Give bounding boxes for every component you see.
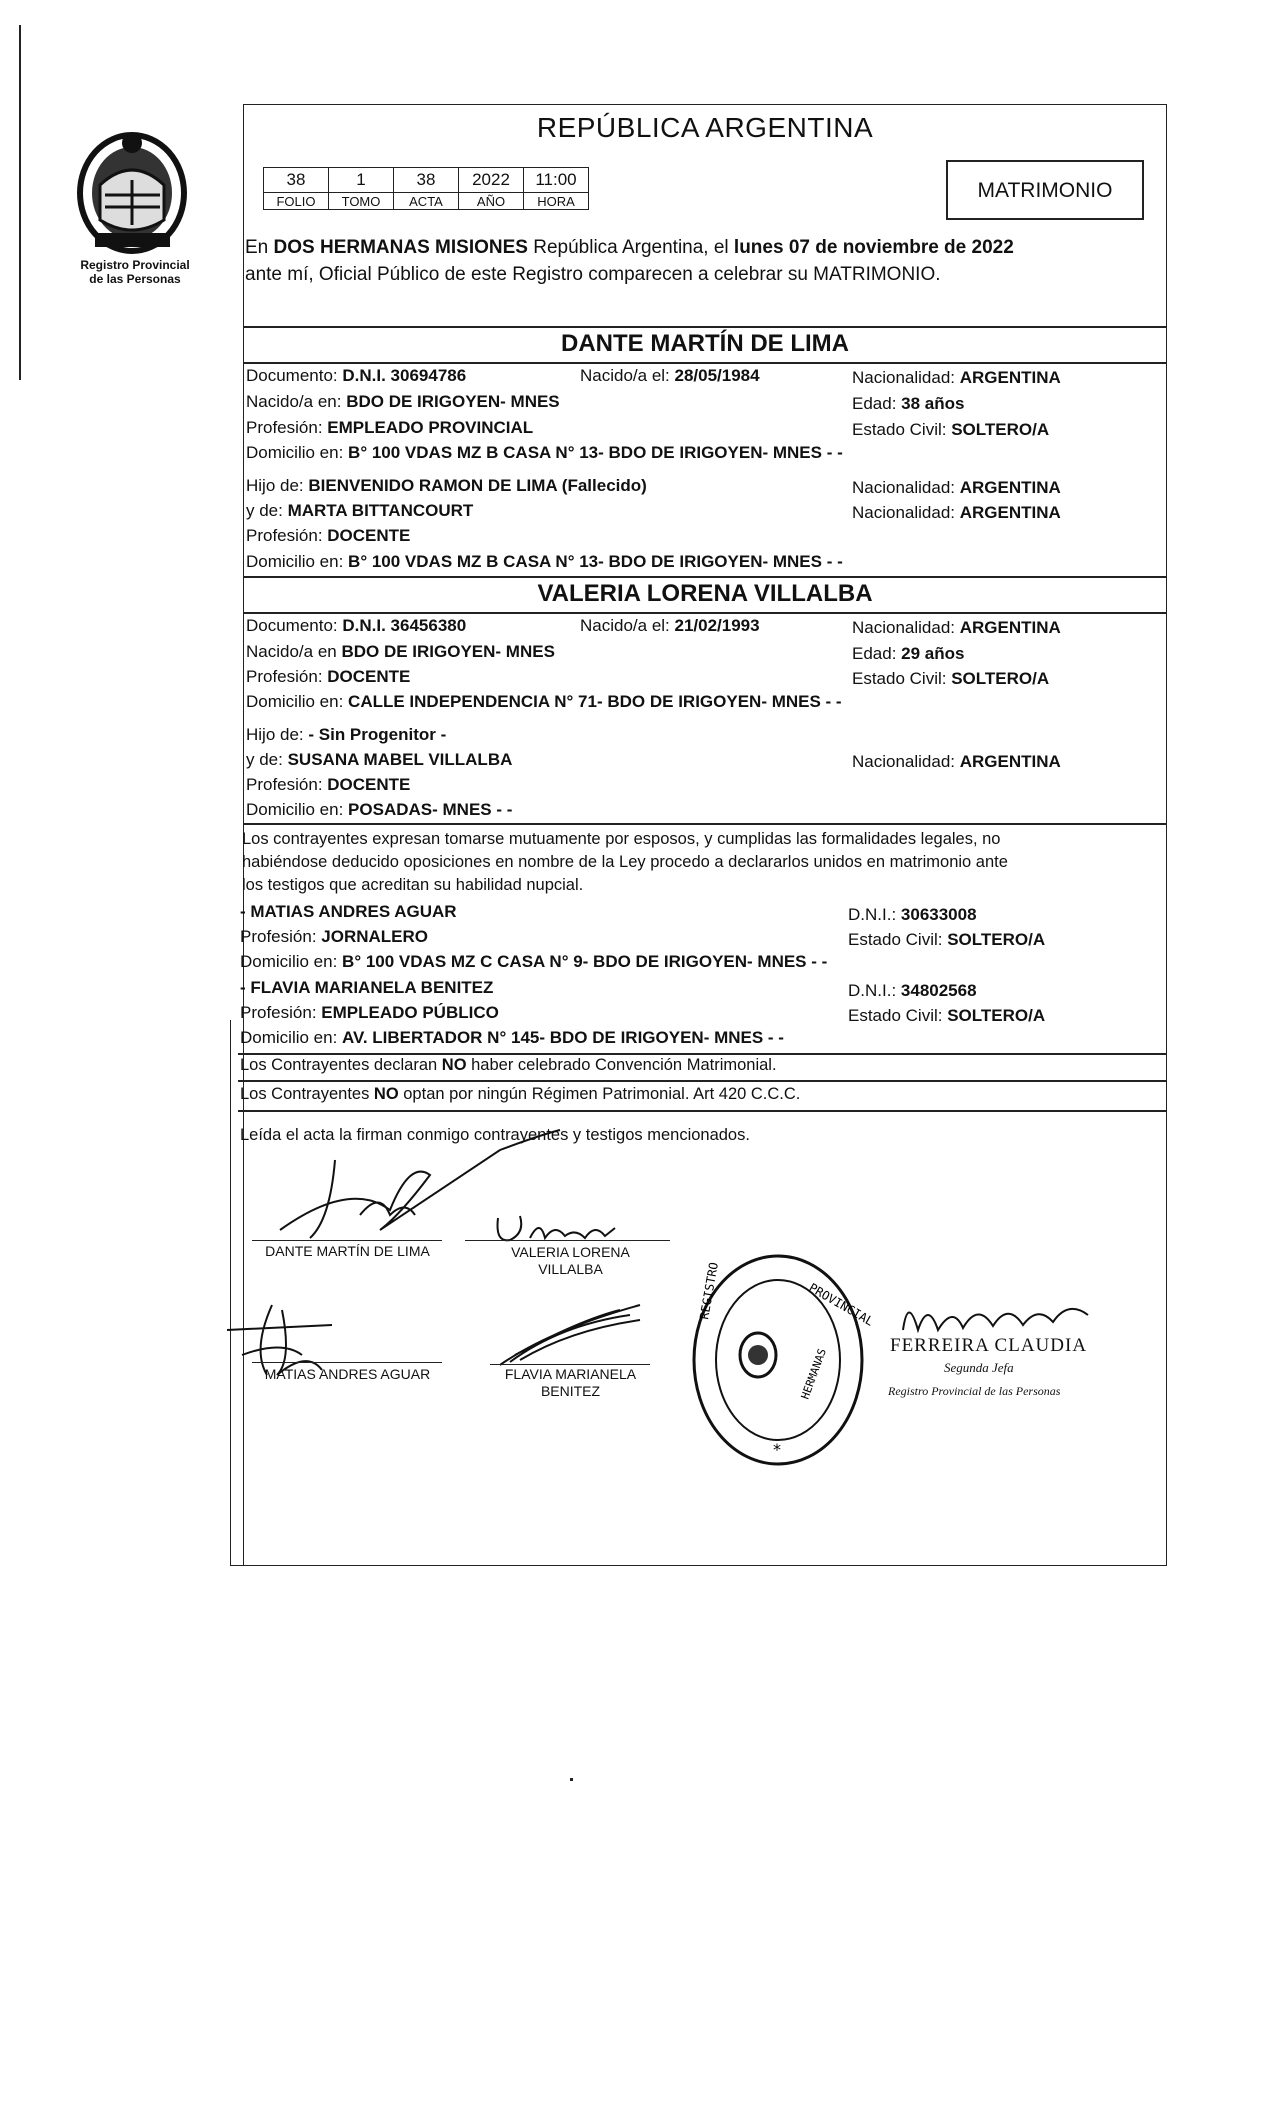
anio-label: AÑO [459,193,524,210]
spouse1-parents-address: Domicilio en: B° 100 VDAS MZ B CASA N° 13- BDO DE IRIGOYEN- MNES - - [246,552,843,571]
svg-text:*: * [773,1440,781,1459]
spouse1-parents-profession: Profesión: DOCENTE [246,526,411,545]
spouse2-birthdate: Nacido/a el: 21/02/1993 [580,616,760,635]
signature-label-witness1: MATIAS ANDRES AGUAR [264,1366,431,1382]
signature-scribble-4 [490,1300,650,1370]
divider [243,326,1167,328]
signature-line [490,1364,650,1365]
tomo-value: 1 [329,168,394,193]
divider [238,1110,1167,1112]
witness2-dni: D.N.I.: 34802568 [848,981,977,1000]
witness2-address: Domicilio en: AV. LIBERTADOR N° 145- BDO DE IRIGOYEN- MNES - - [240,1028,784,1047]
spouse2-mother-nationality: Nacionalidad: ARGENTINA [852,752,1061,771]
spouse1-profession: Profesión: EMPLEADO PROVINCIAL [246,418,534,437]
record-type-box: MATRIMONIO [946,160,1144,220]
spouse1-father: Hijo de: BIENVENIDO RAMON DE LIMA (Fallecido) [246,476,647,495]
spouse2-birthplace: Nacido/a en BDO DE IRIGOYEN- MNES [246,642,555,661]
document-title: REPÚBLICA ARGENTINA [536,112,874,143]
witness2-profession: Profesión: EMPLEADO PÚBLICO [240,1003,499,1022]
divider [243,362,1167,364]
official-role: Segunda Jefa [944,1360,1014,1375]
intro-line-2: ante mí, Oficial Público de este Registro comparecen a celebrar su MATRIMONIO. [245,264,941,285]
spouse1-birthdate: Nacido/a el: 28/05/1984 [580,366,760,385]
witness1-civil-status: Estado Civil: SOLTERO/A [848,930,1046,949]
divider [238,1053,1167,1055]
spouse1-name: DANTE MARTÍN DE LIMA [561,330,849,357]
convention-line-2: Los Contrayentes NO optan por ningún Régimen Patrimonial. Art 420 C.C.C. [240,1085,801,1103]
signature-scribble-2 [490,1208,640,1248]
signature-line [465,1240,670,1241]
spouse1-birthplace: Nacido/a en: BDO DE IRIGOYEN- MNES [246,392,560,411]
spouse2-civil-status: Estado Civil: SOLTERO/A [852,669,1050,688]
svg-text:HERMANAS: HERMANAS [798,1346,829,1402]
spouse2-age: Edad: 29 años [852,644,965,663]
svg-text:REGISTRO: REGISTRO [697,1261,721,1321]
official-office: Registro Provincial de las Personas [888,1384,1061,1398]
stray-dot [570,1778,573,1781]
witness2-name: - FLAVIA MARIANELA BENITEZ [240,978,494,997]
spouse1-age: Edad: 38 años [852,394,965,413]
coat-of-arms-logo [70,125,195,255]
folio-label: FOLIO [264,193,329,210]
witness1-profession: Profesión: JORNALERO [240,927,428,946]
intro-line-1: En DOS HERMANAS MISIONES República Argentina, el lunes 07 de noviembre de 2022 [245,237,1014,258]
signature-line [252,1362,442,1363]
folio-value: 38 [264,168,329,193]
divider [243,612,1167,614]
margin-line [19,25,21,380]
hora-label: HORA [524,193,589,210]
divider [243,823,1167,825]
anio-value: 2022 [459,168,524,193]
svg-text:PROVINCIAL: PROVINCIAL [806,1280,877,1329]
closing-statement: Leída el acta la firman conmigo contrayentes y testigos mencionados. [240,1126,750,1144]
signature-label-spouse2: VALERIA LORENA VILLALBA [511,1244,630,1277]
spouse1-nationality: Nacionalidad: ARGENTINA [852,368,1061,387]
divider [238,1080,1167,1082]
convention-line-1: Los Contrayentes declaran NO haber celebrado Convención Matrimonial. [240,1056,777,1074]
signature-line [252,1240,442,1241]
record-numbers-table [263,167,589,210]
spouse1-civil-status: Estado Civil: SOLTERO/A [852,420,1050,439]
spouse2-father: Hijo de: - Sin Progenitor - [246,725,447,744]
witness2-civil-status: Estado Civil: SOLTERO/A [848,1006,1046,1025]
spouse1-father-nationality: Nacionalidad: ARGENTINA [852,478,1061,497]
signature-label-witness2: FLAVIA MARIANELA BENITEZ [504,1366,637,1399]
acta-label: ACTA [394,193,459,210]
divider [243,576,1167,578]
spouse2-mother: y de: SUSANA MABEL VILLALBA [246,750,513,769]
spouse2-parents-profession: Profesión: DOCENTE [246,775,411,794]
spouse2-parents-address: Domicilio en: POSADAS- MNES - - [246,800,513,819]
declaration-line-2: habiéndose deducido oposiciones en nombre de la Ley procedo a declararlos unidos en matrimonio ante [242,853,1008,871]
spouse1-mother-nationality: Nacionalidad: ARGENTINA [852,503,1061,522]
spouse1-document: Documento: D.N.I. 30694786 [246,366,467,385]
witness1-name: - MATIAS ANDRES AGUAR [240,902,457,921]
registry-stamp [688,1250,877,1470]
hora-value: 11:00 [524,168,589,193]
spouse1-mother: y de: MARTA BITTANCOURT [246,501,474,520]
spouse2-document: Documento: D.N.I. 36456380 [246,616,467,635]
witness1-address: Domicilio en: B° 100 VDAS MZ C CASA N° 9- BDO DE IRIGOYEN- MNES - - [240,952,828,971]
official-name: FERREIRA CLAUDIA [890,1335,1088,1356]
witness1-dni: D.N.I.: 30633008 [848,905,977,924]
spouse2-name: VALERIA LORENA VILLALBA [537,580,873,607]
spouse2-profession: Profesión: DOCENTE [246,667,411,686]
acta-value: 38 [394,168,459,193]
tomo-label: TOMO [329,193,394,210]
spouse2-nationality: Nacionalidad: ARGENTINA [852,618,1061,637]
logo-caption: Registro Provincial de las Personas [80,258,190,286]
signature-label-spouse1: DANTE MARTÍN DE LIMA [265,1243,430,1259]
spouse2-address: Domicilio en: CALLE INDEPENDENCIA N° 71- BDO DE IRIGOYEN- MNES - - [246,692,842,711]
declaration-line-1: Los contrayentes expresan tomarse mutuamente por esposos, y cumplidas las formalidades legales, no [242,830,1001,848]
declaration-line-3: los testigos que acreditan su habilidad nupcial. [242,876,584,894]
spouse1-address: Domicilio en: B° 100 VDAS MZ B CASA N° 13- BDO DE IRIGOYEN- MNES - - [246,443,843,462]
